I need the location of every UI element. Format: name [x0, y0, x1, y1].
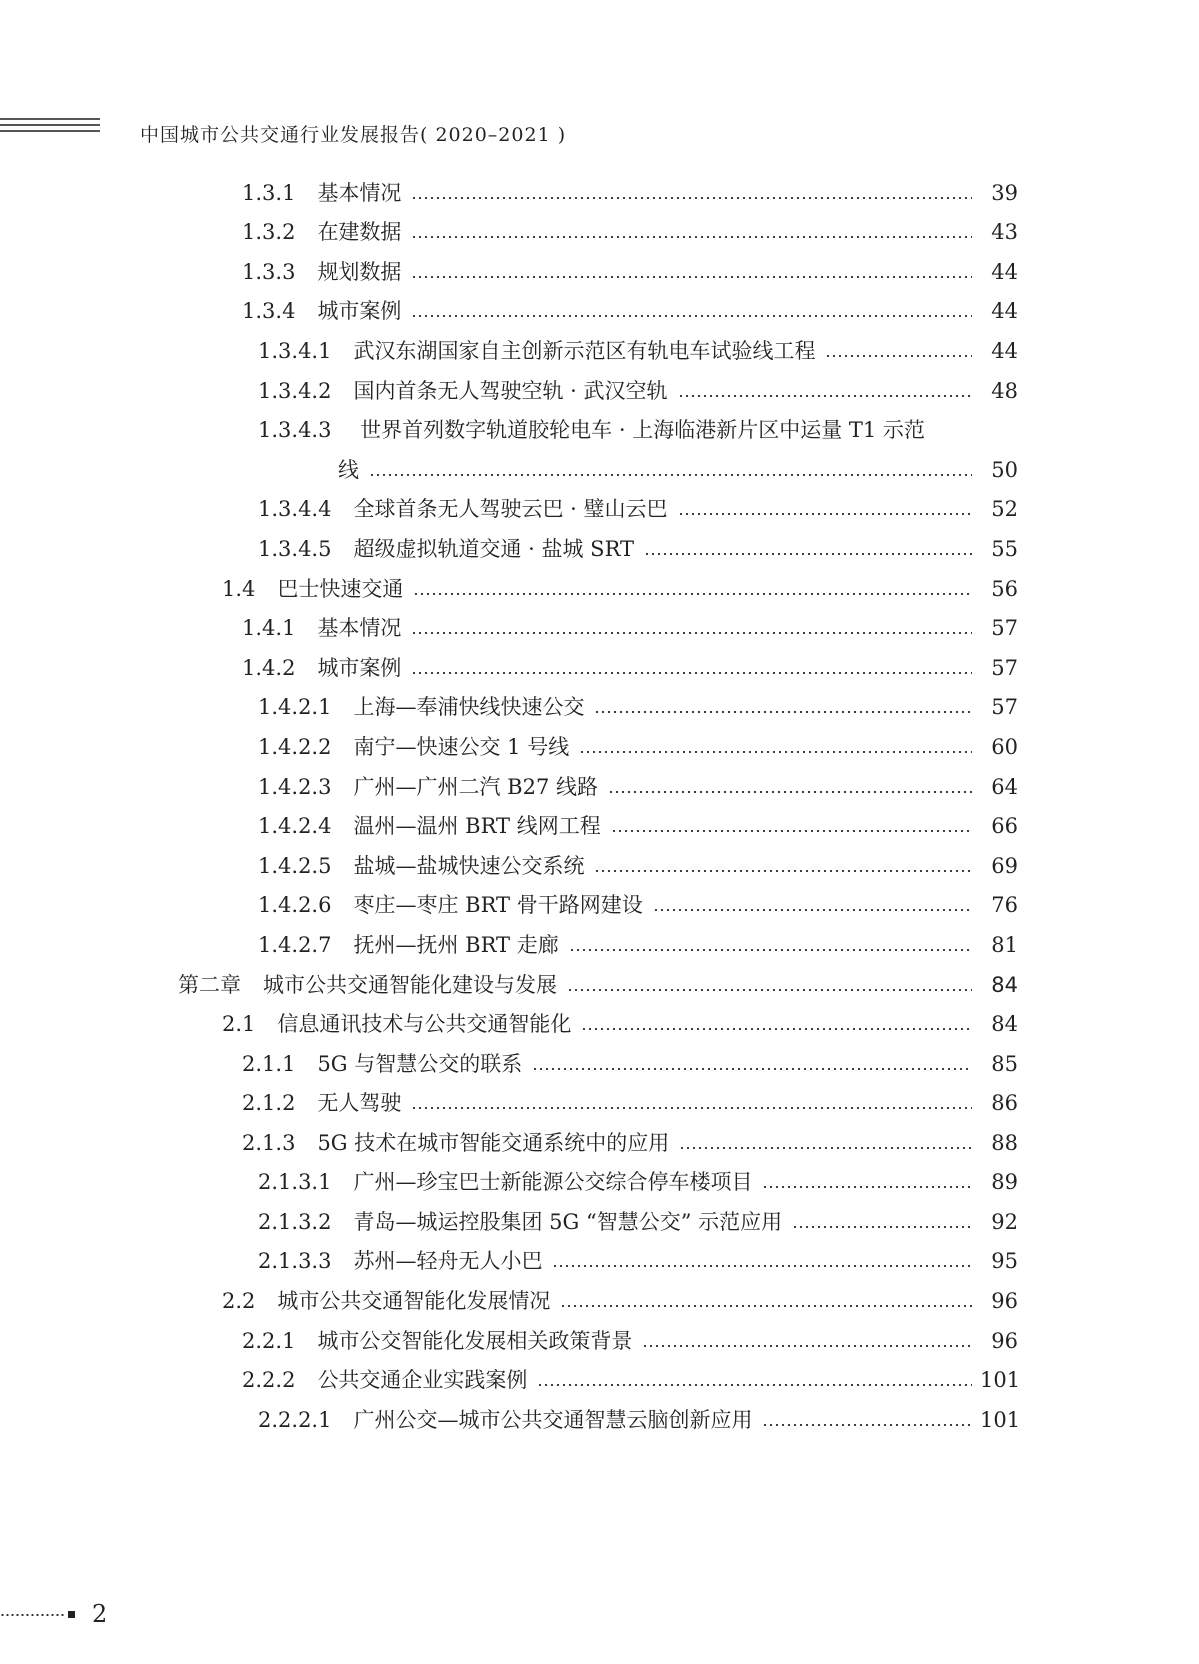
dot-leader	[369, 474, 972, 476]
toc-entry-title: 抚州—抚州 BRT 走廊	[353, 933, 559, 957]
toc-entry-page: 96	[991, 1329, 1018, 1353]
page-number: 2	[92, 1600, 108, 1628]
toc-entry-page: 50	[991, 458, 1018, 482]
toc-entry-page: 48	[991, 379, 1018, 403]
toc-entry-title: 城市公交智能化发展相关政策背景	[317, 1329, 633, 1353]
dot-leader	[678, 395, 972, 397]
toc-entry-number: 2.2.2.1	[258, 1408, 332, 1432]
toc-entry-number: 1.3.4	[242, 299, 296, 323]
toc-entry[interactable]	[242, 1088, 1018, 1118]
toc-entry-title: 5G 技术在城市智能交通系统中的应用	[317, 1131, 670, 1155]
toc-entry-number: 1.4	[222, 577, 256, 601]
running-title: 中国城市公共交通行业发展报告( 2020–2021 )	[140, 124, 567, 146]
toc-entry[interactable]	[258, 336, 1018, 366]
dot-leader	[762, 1186, 972, 1188]
toc-entry-title: 巴士快速交通	[277, 577, 404, 601]
toc-entry-number: 2.1.3.1	[258, 1170, 332, 1194]
toc-entry[interactable]	[242, 1049, 1018, 1079]
toc-entry[interactable]	[258, 772, 1018, 802]
toc-entry-number: 1.4.2.5	[258, 854, 332, 878]
toc-entry[interactable]	[258, 692, 1018, 722]
toc-entry-page: 44	[991, 299, 1018, 323]
toc-entry[interactable]	[258, 1167, 1018, 1197]
toc-entry-title: 基本情况	[317, 616, 402, 640]
toc-entry-number: 1.4.2.2	[258, 735, 332, 759]
toc-entry-number: 1.4.2.1	[258, 695, 332, 719]
toc-entry-number: 1.3.4.2	[258, 379, 332, 403]
toc-entry-number: 2.1.1	[242, 1052, 296, 1076]
toc-entry-page: 84	[991, 1012, 1018, 1036]
toc-entry-page: 39	[991, 181, 1018, 205]
toc-entry-title: 苏州—轻舟无人小巴	[353, 1249, 543, 1273]
toc-entry-page: 60	[991, 735, 1018, 759]
toc-entry[interactable]	[258, 1405, 1021, 1435]
toc-entry-title: 5G 与智慧公交的联系	[317, 1052, 523, 1076]
toc-entry[interactable]	[242, 217, 1018, 247]
dot-leader	[411, 1107, 972, 1109]
toc-entry-page: 76	[991, 893, 1018, 917]
toc-chapter-title: 城市公共交通智能化建设与发展	[263, 973, 557, 997]
toc-entry-title: 基本情况	[317, 181, 402, 205]
toc-entry-page: 57	[991, 616, 1018, 640]
toc-entry[interactable]	[258, 1246, 1018, 1276]
toc-entry[interactable]	[258, 534, 1018, 564]
dot-leader	[611, 830, 972, 832]
dot-leader	[560, 1305, 972, 1307]
toc-entry[interactable]	[242, 296, 1018, 326]
toc-entry-number: 2.1	[222, 1012, 256, 1036]
dot-leader	[411, 236, 972, 238]
toc-chapter-entry[interactable]	[178, 970, 1018, 1000]
dot-leader	[608, 791, 972, 793]
dot-leader	[679, 1147, 972, 1149]
dot-leader	[537, 1384, 972, 1386]
toc-entry[interactable]	[222, 574, 1018, 604]
toc-entry-page: 96	[991, 1289, 1018, 1313]
dot-leader	[411, 276, 972, 278]
toc-entry-page: 101	[980, 1408, 1021, 1432]
toc-entry-number: 2.2	[222, 1289, 256, 1313]
dot-leader	[642, 1345, 972, 1347]
toc-entry-page: 89	[991, 1170, 1018, 1194]
toc-entry[interactable]	[258, 811, 1018, 841]
toc-entry-number: 1.4.2.7	[258, 933, 332, 957]
dot-leader	[411, 672, 972, 674]
toc-entry-page: 84	[991, 973, 1018, 997]
toc-entry-page: 57	[991, 656, 1018, 680]
toc-entry[interactable]	[258, 376, 1018, 406]
toc-entry[interactable]	[222, 1286, 1018, 1316]
toc-entry-title: 武汉东湖国家自主创新示范区有轨电车试验线工程	[353, 339, 816, 363]
toc-entry[interactable]	[258, 890, 1018, 920]
toc-entry[interactable]	[242, 1128, 1018, 1158]
toc-entry-number: 1.3.4.3	[258, 418, 332, 442]
toc-entry[interactable]	[242, 1365, 1021, 1395]
toc-entry-page: 52	[991, 497, 1018, 521]
toc-entry-title: 南宁—快速公交 1 号线	[353, 735, 570, 759]
toc-entry-number: 2.1.3.2	[258, 1210, 332, 1234]
dot-leader	[594, 870, 972, 872]
toc-entry[interactable]	[258, 415, 925, 445]
toc-entry-title: 全球首条无人驾驶云巴 · 璧山云巴	[353, 497, 668, 521]
toc-entry-title: 枣庄—枣庄 BRT 骨干路网建设	[353, 893, 643, 917]
toc-entry-title: 规划数据	[317, 260, 402, 284]
toc-chapter-number: 第二章	[178, 973, 241, 997]
toc-entry-page: 92	[991, 1210, 1018, 1234]
footer-square-marker	[68, 1611, 75, 1618]
toc-entry-title: 城市公共交通智能化发展情况	[277, 1289, 551, 1313]
toc-entry-page: 85	[991, 1052, 1018, 1076]
toc-entry-page: 43	[991, 220, 1018, 244]
toc-entry-title: 信息通讯技术与公共交通智能化	[277, 1012, 572, 1036]
toc-entry-number: 1.4.2	[242, 656, 296, 680]
toc-entry[interactable]	[242, 1326, 1018, 1356]
toc-entry-number: 1.4.2.4	[258, 814, 332, 838]
dot-leader	[569, 949, 972, 951]
toc-entry-number: 1.3.1	[242, 181, 296, 205]
dot-leader	[825, 355, 972, 357]
toc-entry-title: 温州—温州 BRT 线网工程	[353, 814, 601, 838]
toc-entry-number: 2.2.2	[242, 1368, 296, 1392]
dot-leader	[581, 1028, 972, 1030]
toc-entry-title: 世界首列数字轨道胶轮电车 · 上海临港新片区中运量 T1 示范	[360, 418, 925, 442]
dot-leader	[594, 711, 972, 713]
toc-entry-page: 81	[991, 933, 1018, 957]
toc-entry[interactable]	[258, 732, 1018, 762]
toc-entry-number: 2.1.3.3	[258, 1249, 332, 1273]
toc-entry[interactable]	[258, 1207, 1018, 1237]
toc-entry-title-continued: 线	[338, 458, 359, 482]
dot-leader	[567, 989, 972, 991]
toc-entry[interactable]	[258, 851, 1018, 881]
header-rule	[0, 124, 100, 126]
toc-entry-title: 公共交通企业实践案例	[317, 1368, 528, 1392]
toc-entry-title: 无人驾驶	[317, 1091, 402, 1115]
toc-entry[interactable]	[242, 653, 1018, 683]
dot-leader	[413, 593, 972, 595]
toc-entry-number: 1.4.2.3	[258, 775, 332, 799]
toc-entry-page: 86	[991, 1091, 1018, 1115]
toc-entry-title: 广州—珍宝巴士新能源公交综合停车楼项目	[353, 1170, 753, 1194]
toc-entry-number: 2.1.3	[242, 1131, 296, 1155]
toc-entry-page: 101	[980, 1368, 1021, 1392]
dot-leader	[792, 1226, 972, 1228]
toc-entry-number: 1.3.4.4	[258, 497, 332, 521]
toc-entry-title: 在建数据	[317, 220, 402, 244]
toc-entry-page: 64	[991, 775, 1018, 799]
toc-entry[interactable]	[242, 613, 1018, 643]
toc-entry-number: 2.1.2	[242, 1091, 296, 1115]
toc-entry-number: 1.3.3	[242, 260, 296, 284]
toc-entry-number: 1.3.2	[242, 220, 296, 244]
toc-entry[interactable]	[242, 257, 1018, 287]
dot-leader	[411, 315, 972, 317]
toc-entry-continuation[interactable]	[338, 455, 1018, 485]
toc-entry-number: 2.2.1	[242, 1329, 296, 1353]
toc-entry-number: 1.3.4.1	[258, 339, 332, 363]
dot-leader	[644, 553, 972, 555]
toc-entry-page: 66	[991, 814, 1018, 838]
toc-entry-number: 1.4.1	[242, 616, 296, 640]
toc-entry[interactable]	[258, 494, 1018, 524]
dot-leader	[532, 1068, 972, 1070]
toc-entry-page: 44	[991, 339, 1018, 363]
dot-leader	[762, 1424, 972, 1426]
toc-entry-page: 88	[991, 1131, 1018, 1155]
toc-entry[interactable]	[222, 1009, 1018, 1039]
dot-leader	[552, 1265, 972, 1267]
toc-entry-title: 广州—广州二汽 B27 线路	[353, 775, 598, 799]
toc-entry[interactable]	[242, 178, 1018, 208]
footer-dot-rule	[0, 1614, 66, 1616]
toc-entry-number: 1.4.2.6	[258, 893, 332, 917]
toc-entry-title: 国内首条无人驾驶空轨 · 武汉空轨	[353, 379, 668, 403]
toc-entry-title: 广州公交—城市公共交通智慧云脑创新应用	[353, 1408, 753, 1432]
toc-entry-page: 69	[991, 854, 1018, 878]
toc-entry-page: 56	[991, 577, 1018, 601]
toc-entry-title: 青岛—城运控股集团 5G “智慧公交” 示范应用	[353, 1210, 783, 1234]
toc-entry-title: 城市案例	[317, 299, 402, 323]
dot-leader	[411, 197, 972, 199]
header-rule	[0, 118, 100, 120]
dot-leader	[411, 632, 972, 634]
toc-entry-number: 1.3.4.5	[258, 537, 332, 561]
dot-leader	[653, 909, 972, 911]
dot-leader	[579, 751, 972, 753]
dot-leader	[678, 513, 972, 515]
toc-entry-page: 57	[991, 695, 1018, 719]
toc-entry-page: 95	[991, 1249, 1018, 1273]
toc-entry-page: 44	[991, 260, 1018, 284]
toc-entry-title: 超级虚拟轨道交通 · 盐城 SRT	[353, 537, 635, 561]
toc-entry[interactable]	[258, 930, 1018, 960]
toc-entry-title: 盐城—盐城快速公交系统	[353, 854, 585, 878]
toc-entry-title: 上海—奉浦快线快速公交	[353, 695, 585, 719]
toc-entry-page: 55	[991, 537, 1018, 561]
toc-entry-title: 城市案例	[317, 656, 402, 680]
header-rule	[0, 130, 100, 132]
